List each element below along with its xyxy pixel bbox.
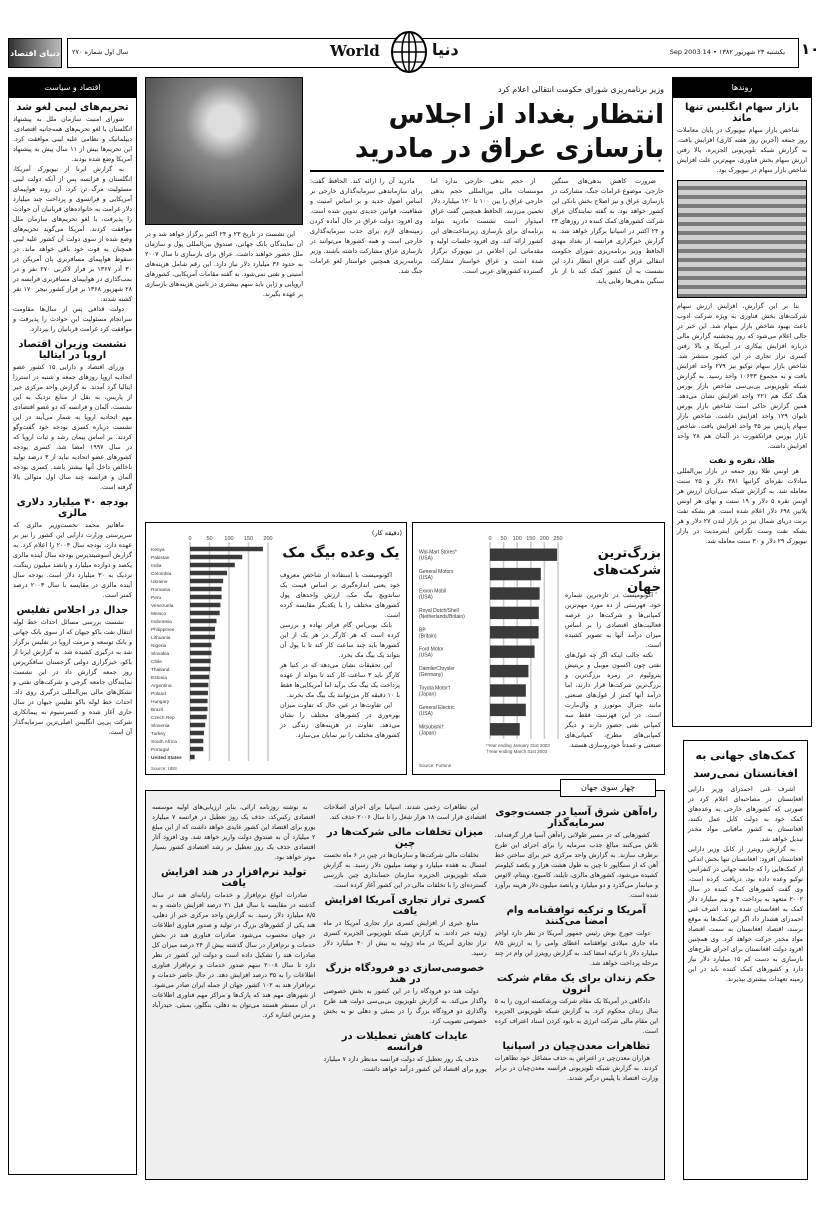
category-label: Hungary: [151, 700, 170, 705]
category-label: Colombia: [151, 572, 172, 577]
article-text: تخلفات مالی شرکت‌ها و سازمان‌ها در چین در ۶ ماه نخست امسال به هفده میلیارد و نهصد میلیون دلار رسید. به گزارش شبکه تلویزیونی الجزیره سازمان حسابداری چین بازرسی گسترده‌ای را با تخلفات مالی در این کشور آغاز کرده است.: [323, 852, 487, 889]
madrid-conference-photo: [145, 77, 303, 225]
article-headline: کمک‌های جهانی به افغانستان نمی‌رسد: [693, 749, 798, 780]
world-fa: دنیا: [432, 40, 459, 59]
bar: [490, 684, 526, 696]
chart-source: Source: UBS: [151, 766, 178, 771]
four-corners-section: [145, 790, 665, 1180]
article-headline: نشست وزیران اقتصاد اروپا در ایتالیا: [18, 339, 127, 361]
bar: [190, 699, 208, 703]
category-label: (USA): [419, 710, 433, 717]
bar: [190, 627, 215, 631]
bar: [490, 665, 528, 677]
category-label: Royal Dutch/Shell: [419, 607, 459, 614]
main-headline: انتظار بغداد از اجلاس بازسازی عراق در مادرید: [354, 100, 664, 164]
tick-label: 50: [206, 536, 213, 542]
tick-label: 50: [500, 536, 507, 542]
chart-unit: (دقیقه کار): [371, 529, 402, 537]
bar: [190, 731, 204, 735]
category-label: Venezuela: [151, 604, 174, 609]
bar: [190, 547, 263, 551]
article-text: بنا بر این گزارش، افزایش ارزش سهام شرکت‌های بخش فناوری به ویژه شرکت ادوب باعث بهبود شاخص بازار سهام شد. این خبر در حالی اعلام می‌شود که روز پنجشنبه گزارش مالی درباره افزایش بیکاری در آمریکا و بالا رفتن کسری تراز تجاری در این کشور منتشر شد. شاخص بازار سهام توکیو نیز ۲۷۹ واحد افزایش یافت و به مجموع ۱۰۶۴۳ واحد رسید. به گزارش شبکه تلویزیونی بی‌بی‌سی شاخص بازار بورس هنگ کنگ هم ۲۲۱ واحد افزایش نشان می‌دهد. همین گزارش حاکی است شاخص بازار بورس تایوان ۱۲۹ واحد افزایش داشت. شاخص بازار سهام پاریس نیز ۴۵ واحد افزایش یافت. شاخص بازار بورس فرانکفورت در آلمان هم ۲۸ واحد افزایش داشت.: [677, 303, 807, 450]
article-text: هر اونس طلا روز جمعه در بازار بین‌المللی مبادلات نقره‌ای گرانبها ۳۸۱ دلار و ۲۵ سنت معامله شد. به گزارش شبکه سی‌ان‌ان ارزش هر اونس نقره ۵ دلار و ۱۹ سنت و بهای هر اونس پلاتین ۶۹۸ دلار اعلام شده است. هر بشکه نفت برنت دریای شمال نیز در بازار لندن ۲۷ دلار و هر بشکه نفت وست تگزاس اینترمدیت در بازار نیویورک ۲۹ دلار و ۳۰ سنت معامله شد.: [677, 468, 808, 545]
bar: [190, 675, 209, 679]
lead-story: [310, 84, 664, 517]
bar: [190, 587, 222, 591]
article-text: دولت قذافی پس از سال‌ها مقاومت سرانجام مسئولیت این حوادث را پذیرفت و موافقت کرد غرامت قربانیان را بپردازد.: [13, 306, 132, 333]
world-en: World: [330, 42, 380, 60]
article-headline: تظاهرات معدن‌چیان در اسپانیا: [502, 1041, 651, 1052]
category-label: Slovakia: [151, 652, 170, 657]
article-headline: خصوصی‌سازی دو فرودگاه بزرگ در هند: [325, 963, 485, 985]
news-column: [495, 803, 658, 1173]
fortune-chart: [413, 523, 563, 773]
category-label: Nigeria: [151, 644, 167, 649]
category-label: United States: [151, 756, 182, 761]
category-label: Mitsubishi†: [419, 724, 445, 731]
article-text: این تفاوت‌ها در عین حال که تفاوت میزان بهره‌وری در کشورهای مختلف را نشان می‌دهد، تفاوت در هزینه‌های زندگی در کشورهای مختلف را نیز نمایان می‌سازد.: [280, 702, 400, 739]
box-title: بزرگ‌ترین شرکت‌های جهان: [592, 546, 661, 595]
right-column: [672, 77, 812, 727]
article-text: شورای امنیت سازمان ملل به پیشنهاد انگلستان با لغو تحریم‌های همه‌جانبه اقتصادی، دیپلماتیک و نظامی علیه لیبی موافقت کرد. این تحریم‌ها بیش از ۱۱ سال پیش به پیشنهاد آمریکا وضع شده بودند.: [13, 116, 132, 163]
bar: [490, 607, 539, 619]
article-text: به نوشته روزنامه ارائی، بنابر ارزیابی‌های اولیه موسسه اقتصادی رکس‌کد، حذف یک روز تعطیل در فرانسه ۷ میلیارد یورو برای اقتصاد این کشور عایدی خواهد داشت که از این مبلغ ۲ میلیارد آن به صندوق دولت واریز خواهد شد. وی افزود آثار اقتصادی حذف یک روز تعطیل بر رشد اقتصادی کشور بسیار موثر خواهد بود.: [152, 804, 316, 861]
category-label: (Germany): [419, 672, 443, 679]
category-label: Peru: [151, 596, 162, 601]
chart-source: Source: Fortune: [419, 763, 452, 768]
lead-article-col4: [145, 230, 303, 517]
page-number: ۱۰: [801, 40, 819, 58]
article-headline: تحریم‌های لیبی لغو شد: [16, 102, 129, 113]
article-text: صادرات انواع نرم‌افزار و خدمات رایانه‌ای هند در سال گذشته در مقایسه با سال قبل ۲۱ درصد افزایش داشته و به ۸/۵ میلیارد دلار رسید. به گزارش واحد مرکزی خبر از دهلی، هند یکی از کشورهای بزرگ در تولید و صدور فناوری اطلاعات در جهان محسوب می‌شود. صادرات فناوری هند در بخش خدمات و نرم‌افزار در سال گذشته بیش از ۲۴ درصد میزان کل صادرات هند را تشکیل داده است و دولت این کشور در نظر دارد تا سال ۲۰۰۸ سهم صدور خدمات و نرم‌افزار فناوری اطلاعات را به ۳۵ درصد افزایش دهد. در حال حاضر خدمات و نرم‌افزار هند به ۱۰۲ کشور جهان از جمله ایران صادر می‌شود. از شهرهای مهم هند که پارک‌ها و مراکز مهم فناوری اطلاعات در آن مستقر هستند می‌توان به دهلی، بنگلور، بمبئی، حیدرآباد و مدرس اشاره کرد.: [152, 892, 316, 1019]
article-text: اکونومیست در تازه‌ترین شماره خود، فهرستی از ده مورد مهم‌ترین کمپانی‌ها و شرکت‌ها در عرصه فعالیت‌های اقتصادی را بر اساس میزان درآمد آنها به تصویر کشیده است.: [565, 592, 661, 649]
news-column: [323, 803, 486, 1173]
bar: [490, 548, 557, 560]
category-label: Slovenia: [151, 724, 170, 729]
article-text: هزاران معدن‌چی در اعتراض به حذف مشاغل خود تظاهرات کردند. به گزارش شبکه تلویزیونی فرانسه معدن‌چیان در برابر وزارت اقتصاد با پلیس درگیر شدند.: [494, 1055, 658, 1082]
bar: [190, 635, 215, 639]
category-label: Lithuania: [151, 636, 171, 641]
category-label: Mexico: [151, 612, 167, 617]
box-title: یک وعده بیگ مک: [282, 545, 400, 561]
article-headline: تولید نرم‌افزار در هند افزایش یافت: [160, 867, 307, 889]
category-label: (USA): [419, 555, 433, 562]
category-label: Romania: [151, 588, 171, 593]
logo: [8, 38, 62, 68]
category-label: Portugal: [151, 748, 169, 753]
tick-label: 150: [526, 536, 536, 542]
bar: [190, 643, 211, 647]
bar: [490, 704, 526, 716]
category-label: (Japan): [419, 691, 436, 698]
category-label: General Electric: [419, 704, 455, 711]
bar: [490, 587, 540, 599]
bar: [190, 611, 220, 615]
bar: [190, 723, 205, 727]
section-title: روندها: [673, 78, 811, 98]
category-label: (Japan): [419, 730, 436, 737]
category-label: Indonesia: [151, 620, 172, 625]
box-text: [280, 571, 400, 741]
bar: [190, 747, 203, 751]
category-label: India: [151, 564, 162, 569]
category-label: South Africa: [151, 740, 177, 745]
bar: [490, 568, 541, 580]
tick-label: 200: [263, 536, 273, 542]
tick-label: 100: [512, 536, 522, 542]
bar: [190, 571, 227, 575]
category-label: Pakistan: [151, 556, 170, 561]
fortune-box: [412, 522, 665, 775]
category-label: General Motors: [419, 569, 454, 576]
category-label: Turkey: [151, 732, 166, 737]
issue-date: یکشنبه ۲۳ شهریور ۱۳۸۲ • 14 Sep 2003: [669, 48, 785, 56]
article-text: مادرید آن را ارائه کند. الحافظ گفت: برای سازماندهی سرمایه‌گذاری خارجی بر اساس اصول جدید و بر اساس امنیت و شفافیت، قوانین جدیدی تدوین شده است. وی افزود: دولت عراق در حال آماده کردن زمینه‌های لازم برای جذب سرمایه‌گذاری خارجی است و همه کشورها می‌توانند در بازسازی عراق مشارکت داشته باشند. وزیر برنامه‌ریزی همچنین خواستار لغو غرامات جنگ شد.: [310, 177, 423, 275]
article-headline: بازار سهام انگلیس تنها ماند: [685, 102, 799, 124]
article-headline: کسری تراز تجاری آمریکا افزایش یافت: [324, 895, 486, 917]
article-headline: میزان تخلفات مالی شرکت‌ها در چین: [326, 827, 484, 849]
tick-label: 200: [539, 536, 549, 542]
bar: [190, 667, 210, 671]
article-text: این تظاهرات زخمی شدند. اسپانیا برای اجرای اصلاحات اقتصادی قرار است ۱۸ هزار شغل را تا سال ۲۰۰۶ حذف کند.: [323, 804, 487, 821]
article-text: این تحقیقات نشان می‌دهد که در کنیا هر کارگر باید ۳ ساعت کار کند تا بتواند از عهده پرداخت یک بیگ مک برآید اما آمریکایی‌ها فقط با ۱۰ دقیقه کار می‌توانند یک بیگ مک بخرند.: [280, 662, 400, 699]
category-label: Chile: [151, 660, 162, 665]
bar: [190, 659, 211, 663]
bar: [190, 715, 207, 719]
article-text: نکته جالب اینکه اگر چه غول‌های نفتی چون اکسون موبیل و بریتیش پترولیوم در زمره بزرگ‌ترین و بزرگ‌ترین شرکت‌ها قرار دارند، اما درآمد آنها کمتر از غول‌های صنعتی مانند جنرال موتورز و وال‌مارت است. در این فهرست فقط سه کمپانی نفتی حضور دارند و دیگر کمپانی‌های مطرح، کمپانی‌های صنعتی و عمدتاً خودروسازی هستند.: [565, 652, 661, 749]
article-text: این نشست در تاریخ ۲۳ و ۲۴ اکتبر برگزار خواهد شد و در آن نمایندگان بانک جهانی، صندوق بین‌المللی پول و سازمان ملل حضور خواهند داشت. عراق برای بازسازی تا سال ۲۰۰۷ به حدود ۳۶ میلیارد دلار نیاز دارد. این رقم شامل هزینه‌های امنیتی و نفتی نمی‌شود. به گفته مقامات آمریکایی، کشورهای اروپایی و ژاپن باید سهم بیشتری در تامین هزینه‌های بازسازی بر عهده بگیرند.: [145, 231, 303, 298]
bar: [190, 683, 208, 687]
category-label: Ford Motor: [419, 646, 444, 653]
category-label: BP: [419, 627, 426, 634]
category-label: Exxon Mobil: [419, 588, 447, 595]
bar: [190, 619, 217, 623]
category-label: Poland: [151, 692, 166, 697]
bar: [190, 579, 223, 583]
article-headline: عایدات کاهش تعطیلات در فرانسه: [341, 1031, 469, 1053]
article-text: شاخص بازار سهام نیویورک در پایان معاملات روز جمعه (آخرین روز هفته کاری) افزایش یافت. به گزارش شبکه تلویزیونی الجزیره، بالا رفتن ارزش سهام بخش فناوری، مهم‌ترین علت افزایش شاخص بازار سهام در نیویورک بود.: [677, 127, 807, 174]
tick-label: 0: [488, 536, 492, 542]
article-text: ضرورت کاهش بدهی‌های سنگین خارجی، موضوع غرامات جنگ، مشارکت در بازسازی عراق و نیز اصلاح بخش بانکی این کشور خواهد بود. به گفته نمایندگان عراق شرکت کشورهای کمک کننده در روزهای ۲۳ و ۲۴ اکتبر در اسپانیا برگزار خواهد شد. به گزارش خبرگزاری فرانسه از بغداد مهدی الحافظ وزیر برنامه‌ریزی شورای حکومت انتقالی عراق گفت عراق انتظار دارد این نشست به آن کشور کمک کند تا از بار سنگین بدهی‌ها رهایی یابد.: [551, 177, 664, 285]
left-column: [8, 77, 137, 1175]
globe-icon: [390, 30, 428, 74]
category-label: Ukraine: [151, 580, 168, 585]
bar: [190, 755, 195, 759]
tick-label: 150: [243, 536, 254, 542]
chart-note: *Year ending January 31st 2003: [486, 743, 550, 748]
article-text: حذف یک روز تعطیل که دولت فرانسه مدنظر دارد ۷ میلیارد یورو برای اقتصاد این کشور درآمد خواهد داشت.: [323, 1056, 487, 1073]
bar: [190, 555, 242, 559]
article-headline: طلا، نقره و نفت: [709, 456, 775, 465]
article-text: نشست بررسی مسائل احداث خط لوله انتقال نفت باکو جیهان که از سوی بانک جهانی و بانک توسعه و مرمت اروپا در تفلیس برگزار شد به درگیری کشیده شد. به گزارش ایرنا از باکو، خبرگزاری دولتی گرجستان سافکرپرس روز جمعه گزارش داد در این نشست نمایندگان جامعه گرجی و شرکت‌های نفتی و تشکل‌های مالی بین‌المللی درگیری روی داد. احداث خط لوله باکو تفلیس جیهان در سال جاری آغاز شده و کنسرسیوم به پیمانکاری شرکت بی‌پی انگلیس اصلی‌ترین سرمایه‌گذار آن است.: [13, 619, 132, 736]
bigmac-box: [145, 522, 407, 775]
bar: [190, 563, 235, 567]
category-label: Argentina: [151, 684, 172, 689]
article-text: به گزارش رویترز از کابل وزیر دارایی افغانستان افزود: افغانستان تنها بخش اندکی از کمک‌هایی را که جامعه جهانی در کنفرانس توکیو وعده داده بود، دریافت کرده است. وی گفت کشورهای کمک کننده در سال ۲۰۰۲ متعهد به پرداخت ۴ و نیم میلیارد دلار کمک به افغانستان شده بودند. اشرف غنی احمدزای هشدار داد اگر این کمک‌ها به موقع نرسد، اقتصاد افغانستان به سمت اقتصاد مواد مخدر حرکت خواهد کرد. وی همچنین افزود دولت افغانستان برای اجرای طرح‌های بازسازی به دست کم ۱۵ میلیارد دلار نیاز دارد و کشورهای کمک کننده باید در این زمینه تعهدات بیشتری بپذیرند.: [688, 846, 803, 983]
bar: [190, 603, 220, 607]
bar: [190, 691, 208, 695]
category-label: Kenya: [151, 548, 165, 553]
bigmac-chart: [146, 523, 276, 773]
article-text: دولت جورج بوش رئیس جمهور آمریکا در نظر دارد اواخر ماه جاری میلادی توافقنامه اعطای وامی را به ارزش ۸/۵ میلیارد دلار با ترکیه امضا کند. به گزارش رویترز این وام در چند مرحله پرداخت خواهد شد.: [494, 930, 658, 967]
article-text: دادگاهی در آمریکا یک مقام شرکت ورشکسته انرون را به ۵ سال زندان محکوم کرد. به گزارش شبکه تلویزیونی الجزیره این مقام مالی شرکت انرژی به نابود کردن اسناد اعتراف کرده است.: [494, 998, 658, 1035]
category-label: Czech Rep: [151, 716, 175, 721]
bar: [190, 595, 222, 599]
category-label: Thailand: [151, 668, 170, 673]
category-label: Philippines: [151, 628, 175, 633]
kicker: وزیر برنامه‌ریزی شورای حکومت انتقالی اعلام کرد: [497, 85, 664, 94]
category-label: Estonia: [151, 676, 167, 681]
article-headline: حکم زندان برای یک مقام شرکت انرون: [496, 973, 656, 995]
article-text: اکونومیست با استفاده از شاخص معروف خود یعنی اندازه‌گیری بر اساس قیمت یک ساندویچ بیگ مک، ارزش واحدهای پول کشورهای مختلف را با یکدیگر مقایسه کرده است.: [280, 572, 400, 619]
lead-article: [310, 177, 664, 518]
article-text: منابع خبری از افزایش کسری تراز تجاری آمریکا در ماه ژوئیه خبر دادند. به گزارش شبکه تلویزیونی الجزیره کسری تراز تجاری آمریکا در ماه ژوئیه به بیش از ۴۰ میلیارد دلار رسید.: [323, 920, 487, 957]
category-label: DaimlerChrysler: [419, 666, 455, 673]
bar: [190, 707, 208, 711]
category-label: (USA): [419, 575, 433, 582]
bar: [190, 739, 203, 743]
bar: [490, 626, 539, 638]
four-corners-label: چهار سوی جهان: [560, 779, 656, 797]
category-label: (Netherlands/Britain): [419, 613, 465, 620]
tick-label: 0: [188, 536, 192, 542]
tick-label: 100: [224, 536, 234, 542]
news-column: [152, 803, 315, 1173]
article-text: از حجم بدهی خارجی ندارد اما موسسات مالی بین‌المللی حجم بدهی خارجی عراق را بین ۱۰۰ تا ۱۲۰ میلیارد دلار تخمین می‌زنند. الحافظ همچنین گفت عراق امیدوار است نشست مادرید بتواند برنامه‌ای برای بازسازی زیرساخت‌های این کشور ارائه کند. وی افزود جلسات اولیه و مقدماتی این اجلاس در نیویورک برگزار شده است و عراق خواستار مشارکت گسترده کشورهای عربی است.: [430, 177, 544, 275]
article-text: به گزارش ایرنا از نیویورک آمریکا، انگلستان و فرانسه پس از آنکه دولت لیبی مسئولیت مرگ تن کرد، آن روند هواپیمای آمریکایی و فرانسوی و پرداخت چند میلیارد دلار غرامت به خانواده‌های قربانیان آن حوادث را پذیرفت، با لغو تحریم‌های سازمان ملل موافقت کردند. آمریکا می‌گوید تحریم‌های وضع شده از سوی دولت آن کشور علیه لیبی همچنان به قوت خود باقی خواهد ماند. در سقوط هواپیمای مسافربری پان آمریکن در ۳۰ آذر ۱۳۶۷ بر فراز لاکربی ۲۷۰ نفر و در بمب‌گذاری در هواپیمای مسافربری فرانسه در ۲۸ شهریور ۱۳۶۸ بر فراز کشور نیجر ۱۷۰ نفر کشته شدند.: [13, 166, 132, 303]
section-title: اقتصاد و سیاست: [9, 78, 136, 98]
article-headline: جدال در اجلاس تفلیس: [16, 605, 129, 616]
article-text: اشرف غنی احمدزای وزیر دارایی افغانستان در مصاحبه‌ای اعلام کرد در صورتی که کشورهای خارجی به وعده‌های کمک خود به دولت کابل عمل نکنند، افغانستان به کشور مافیایی مواد مخدر تبدیل خواهد شد.: [688, 786, 803, 843]
bar: [490, 723, 520, 735]
article-text: ماهاتیر محمد نخست‌وزیر مالزی که سرپرستی وزارت دارایی این کشور را نیز بر عهده دارد، بودجه سال ۲۰۰۴ را اعلام کرد. به گزارش آسوشیتدپرس بودجه سال آینده مالزی یکصد و دوازده میلیارد و پانصد میلیون رینگت، نزدیک به ۳۰ میلیارد دلار است. بودجه سال آینده مالزی در مقایسه با سال ۲۰۰۳ درصد کمتر است.: [13, 522, 133, 599]
chart-note: †Year ending March 31st 2003: [486, 749, 548, 754]
bar: [190, 651, 211, 655]
category-label: (Britain): [419, 633, 437, 640]
category-label: (USA): [419, 652, 433, 659]
article-text: بانک یوبی‌اس گام فراتر نهاده و بررسی کرده است که هر کارگر در هر یک از این کشورها باید چند ساعت کار کند تا با پول آن بتواند یک بیگ مک بخرد.: [280, 622, 400, 659]
category-label: Toyota Motor†: [419, 685, 451, 692]
tick-label: 250: [553, 536, 563, 542]
article-headline: آمریکا و ترکیه توافقنامه وام امضا می‌کنند: [506, 905, 647, 927]
logo-text: دنیای اقتصاد: [10, 48, 60, 58]
category-label: Brazil: [151, 708, 163, 713]
headline-rule: [310, 170, 664, 172]
bar: [490, 645, 535, 657]
category-label: Wal-Mart Stores*: [419, 549, 457, 556]
category-label: (USA): [419, 594, 433, 601]
article-text: دولت هند دو فرودگاه را در این کشور به بخش خصوصی واگذار می‌کند. به گزارش تلویزیون بی‌بی‌سی دولت هند طرح واگذاری دو فرودگاه بزرگ را در بمبئی و دهلی نو به بخش خصوصی تصویب کرد.: [323, 988, 487, 1025]
box-text: [565, 591, 661, 751]
article-headline: راه‌آهن شرق آسیا در جست‌وجوی سرمایه‌گذار: [495, 807, 658, 829]
article-headline: بودجه ۴۰ میلیارد دلاری مالزی: [16, 497, 129, 519]
issue-number: سال اول شماره ۲۷۰: [72, 48, 129, 56]
stock-exchange-photo: [677, 180, 807, 298]
article-text: وزرای اقتصاد و دارایی ۱۵ کشور عضو اتحادیه اروپا روزهای جمعه و شنبه در استرزا ایتالیا گرد آمدند. به گزارش واحد مرکزی خبر از پاریس، به نقل از منابع نزدیک به این نشست، آلمان و فرانسه که دو عضو اقتصادی مهم اتحادیه اروپا به شمار می‌آیند در این نشست درباره کسری بودجه خود گفت‌وگو کردند. بر اساس پیمان رشد و ثبات اروپا که در سال ۱۹۹۷ امضا شد، کسری بودجه کشورهای عضو اتحادیه نباید از ۳ درصد تولید ناخالص داخل آنها بیشتر باشد. کسری بودجه آلمان و فرانسه چند سال اول متوالی بالا گرفته است.: [13, 364, 132, 491]
article-text: کشورهایی که در مسیر طولانی راه‌آهن آسیا قرار گرفته‌اند، تلاش می‌کنند مبالغ جذب سرمایه را برای اجرای این طرح برطرف سازند. به گزارش واحد مرکزی خبر برای ساختن خط آهن که از سنگاپور تا چین به طول هشت هزار و یکصد کیلومتر کشیده می‌شود، کشورهای مالزی، تایلند، کامبوج، ویتنام، لائوس و میانمار می‌گذرد و دو میلیارد و پانصد میلیون دلار هزینه برآورد شده است.: [494, 832, 658, 899]
afghanistan-box: [683, 740, 808, 1180]
